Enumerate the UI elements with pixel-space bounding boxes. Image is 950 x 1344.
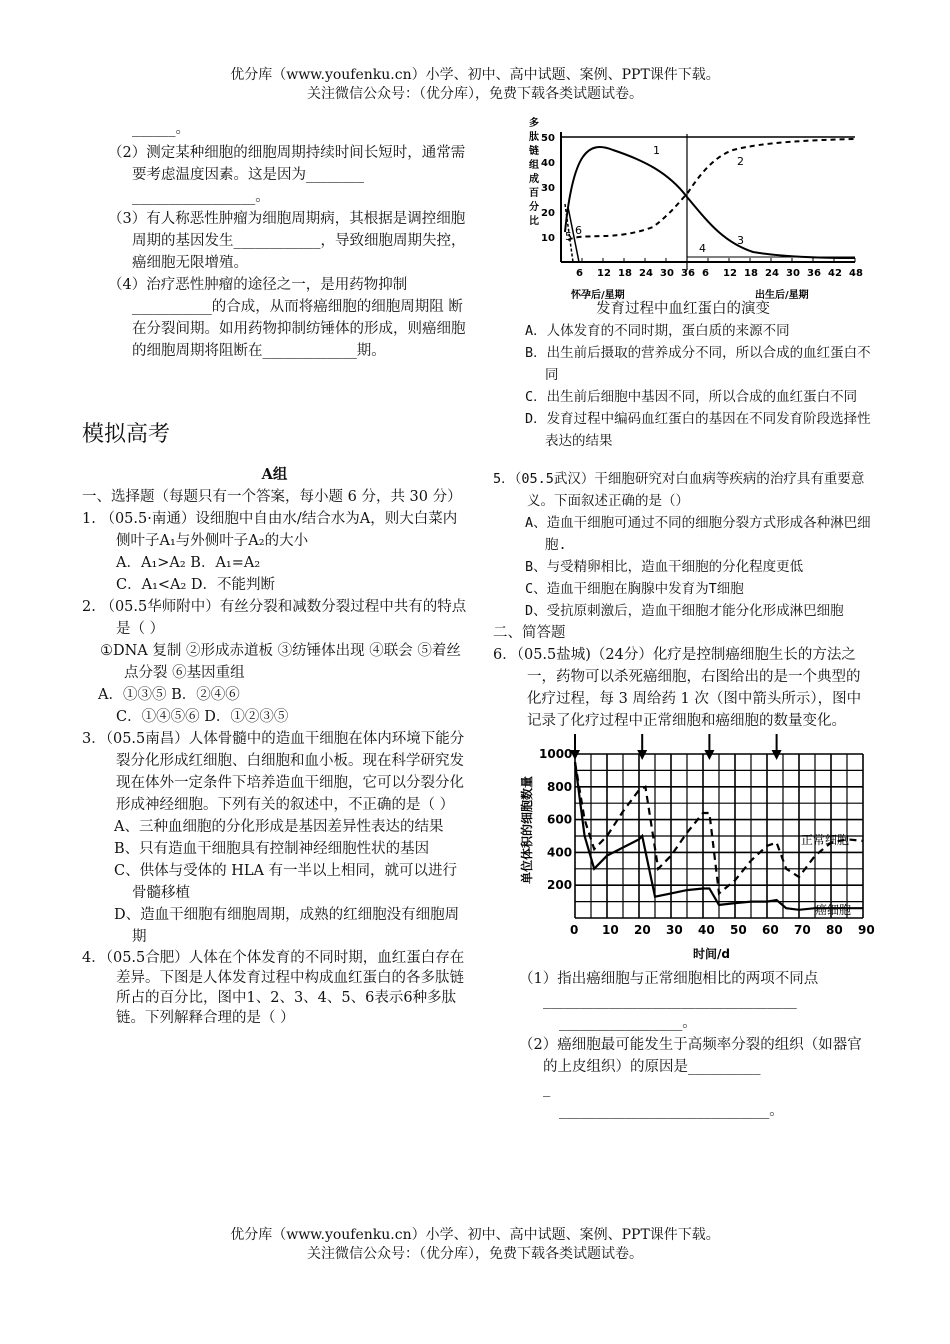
chart2-x-tick: 90	[858, 923, 875, 937]
q5-option-c: C、造血干细胞在胸腺中发育为T细胞	[525, 581, 744, 597]
chart2-xlabel: 时间/d	[693, 947, 730, 961]
label-3: 3	[737, 234, 744, 247]
chart1-x-tick: 24	[765, 268, 779, 279]
chart2-dose-arrows	[570, 734, 782, 760]
chart1-x-tick: 36	[807, 268, 821, 279]
question-b2: 2. （05.5华师附中）有丝分裂和减数分裂过程中共有的特点是（ ）	[82, 599, 467, 637]
chart1-x-tick: 12	[723, 268, 737, 279]
chart1-x-tick: 18	[618, 268, 632, 279]
chart2-y-tick: 800	[547, 779, 573, 794]
chart2-y-tick: 400	[547, 845, 573, 860]
header-line-2: 关注微信公众号：（优分库），免费下载各类试题试卷。	[307, 86, 643, 102]
question-6-1-blank: _________________。	[559, 1015, 697, 1031]
blank-line: ______。	[132, 121, 190, 137]
question-b3-option-b: B、只有造血干细胞具有控制神经细胞性状的基因	[114, 841, 430, 857]
chart1-x-tick: 36	[681, 268, 695, 279]
question-4-part: （4）治疗恶性肿瘤的途径之一，是用药物抑制___________的合成，从而将癌细胞的细胞周期阻 断在分裂间期。如用药物抑制纺锤体的形成，则癌细胞的细胞周期将阻断在_____________期。	[108, 277, 466, 359]
chart2-x-tick: 40	[698, 923, 715, 937]
question-6-2: （2）癌细胞最可能发生于高频率分裂的组织（如器官的上皮组织）的原因是__________	[519, 1037, 862, 1075]
chart2-y-tick: 200	[547, 878, 573, 893]
q5-option-d: D、受抗原刺激后，造血干细胞才能分化形成淋巴细胞	[525, 603, 844, 619]
question-b3-option-a: A、三种血细胞的分化形成是基因差异性表达的结果	[114, 819, 444, 835]
hemoglobin-chart	[493, 112, 873, 306]
dose-arrow-head	[704, 750, 714, 760]
right-column	[493, 112, 873, 1122]
question-b2-items: ①DNA 复制 ②形成赤道板 ③纺锤体出现 ④联会 ⑤着丝点分裂 ⑥基因重组	[100, 643, 461, 681]
question-6: 6．（05.5盐城)（24分）化疗是控制癌细胞生长的方法之一，药物可以杀死癌细胞，右图给出的是一个典型的化疗过程，每 3 周给药 1 次（图中箭头所示），图中记录了化疗过程中正常细胞和癌细胞的数量变化。	[493, 647, 862, 729]
y-axis-label: 多	[529, 118, 539, 129]
legend-normal: 正常细胞	[801, 833, 850, 847]
chart1-x-tick: 48	[849, 268, 863, 279]
chart1-x-tick: 30	[786, 268, 800, 279]
chart1-x-tick: 6	[702, 268, 709, 279]
cell-count-chart	[493, 734, 873, 964]
question-3-part: （3）有人称恶性肿瘤为细胞周期病，其根据是调控细胞周期的基因发生____________，导致细胞周期失控，癌细胞无限增殖。	[108, 211, 466, 271]
label-2: 2	[737, 155, 744, 168]
label-5: 5	[565, 230, 572, 243]
chart1-x-tick: 24	[639, 268, 653, 279]
chart1-y-tick: 20	[541, 208, 555, 219]
question-1-options-cd: C．A₁<A₂ D．不能判断	[116, 577, 276, 593]
y-axis-label-8: 比	[529, 216, 539, 227]
q4-option-b: B．出生前后摄取的营养成分不同，所以合成的血红蛋白不同	[525, 345, 871, 383]
chart2-x-tick: 10	[602, 923, 619, 937]
chart1-y-tick: 30	[541, 183, 555, 194]
chart1-y-tick: 50	[541, 133, 555, 144]
chart2-x-tick: 0	[570, 923, 579, 937]
chart2-x-tick: 30	[666, 923, 683, 937]
y-axis-label-2: 肽	[529, 132, 539, 143]
question-b2-options-cd: C．①④⑤⑥ D．①②③⑤	[116, 709, 289, 725]
question-1: 1. （05.5·南通）设细胞中自由水/结合水为A，则大白菜内侧叶子A₁与外侧叶子A₂的大小	[82, 511, 458, 549]
y-axis-label-6: 百	[529, 188, 539, 199]
footer-line-2: 关注微信公众号：（优分库），免费下载各类试题试卷。	[307, 1246, 643, 1262]
page-footer	[0, 1226, 950, 1264]
section-title: 模拟高考	[82, 422, 171, 447]
y-axis-label-5: 成	[529, 174, 539, 185]
left-column	[82, 118, 467, 1028]
question-b3-option-d: D、造血干细胞有细胞周期，成熟的红细胞没有细胞周期	[114, 907, 460, 945]
q4-option-d: D．发育过程中编码血红蛋白的基因在不同发育阶段选择性表达的结果	[525, 411, 871, 449]
chart2-y-tick: 1000	[539, 747, 573, 761]
question-b3-option-c: C、供体与受体的 HLA 有一半以上相同，就可以进行骨髓移植	[114, 863, 458, 901]
y-axis-label-3: 链	[529, 146, 539, 157]
part-2-heading: 二、简答题	[493, 625, 566, 641]
chart1-x-tick: 12	[597, 268, 611, 279]
chart1-y-tick: 10	[541, 233, 555, 244]
question-b3: 3．（05.5南昌）人体骨髓中的造血干细胞在体内环境下能分裂分化形成红细胞、白细胞和血小板。现在科学研究发现在体外一定条件下培养造血干细胞，它可以分裂分化形成神经细胞。下列有关的叙述中，不正确的是（ ）	[82, 731, 465, 813]
label-6: 6	[575, 224, 582, 237]
group-label: A组	[261, 466, 288, 483]
legend-cancer: 癌细胞	[815, 903, 852, 917]
question-2-blank: _________________。	[132, 189, 270, 205]
q5-option-a: A、造血干细胞可通过不同的细胞分裂方式形成各种淋巴细胞.	[525, 515, 871, 553]
chart2-x-tick: 50	[730, 923, 747, 937]
y-axis-label-7: 分	[529, 202, 539, 213]
chart1-x-tick: 30	[660, 268, 674, 279]
question-b4: 4．（05.5合肥）人体在个体发育的不同时期，血红蛋白存在差异。下图是人体发育过程中构成血红蛋白的各多肽链所占的百分比，图中1、2、3、4、5、6表示6种多肽链。下列解释合理的是（ ）	[82, 950, 465, 1026]
chart2-x-tick: 20	[634, 923, 651, 937]
chart2-x-tick: 70	[794, 923, 811, 937]
x-label-before: 怀孕后/星期	[571, 290, 625, 301]
chart2-y-tick: 600	[547, 812, 573, 827]
question-6-2-blank-b: _____________________________。	[559, 1103, 784, 1119]
chart1-caption: 发育过程中血红蛋白的演变	[596, 301, 770, 317]
question-6-2-blank-a: _	[543, 1081, 551, 1097]
question-2-part: （2）测定某种细胞的细胞周期持续时间长短时，通常需要考虑温度因素。这是因为________	[108, 145, 466, 183]
label-4: 4	[699, 242, 706, 255]
part-1-heading: 一、选择题（每题只有一个答案，每小题 6 分，共 30 分）	[82, 489, 462, 505]
chart2-x-tick: 80	[826, 923, 843, 937]
page-header	[0, 66, 950, 104]
label-1: 1	[653, 144, 660, 157]
chart2-x-tick: 60	[762, 923, 779, 937]
chart1-y-tick: 40	[541, 158, 555, 169]
question-5: 5．（05.5武汉）干细胞研究对白血病等疾病的治疗具有重要意义。下面叙述正确的是（）	[493, 471, 865, 509]
q4-option-c: C．出生前后细胞中基因不同，所以合成的血红蛋白不同	[525, 389, 858, 405]
chart1-x-tick: 18	[744, 268, 758, 279]
footer-line-1: 优分库（www.youfenku.cn）小学、初中、高中试题、案例、PPT课件下载。	[230, 1227, 720, 1243]
chart2-ylabel: 单位体积的细胞数量	[520, 775, 534, 884]
question-1-options-ab: A．A₁>A₂ B．A₁=A₂	[116, 555, 261, 571]
q4-option-a: A．人体发育的不同时期，蛋白质的来源不同	[525, 323, 790, 339]
chart1-x-tick: 42	[828, 268, 842, 279]
header-line-1: 优分库（www.youfenku.cn）小学、初中、高中试题、案例、PPT课件下载。	[230, 67, 720, 83]
question-b2-options-ab: A．①③⑤ B．②④⑥	[98, 687, 240, 703]
q5-option-b: B、与受精卵相比，造血干细胞的分化程度更低	[525, 559, 804, 575]
x-label-after: 出生后/星期	[755, 290, 809, 301]
question-6-1: （1）指出癌细胞与正常细胞相比的两项不同点___________________________________	[519, 971, 819, 1009]
chart1-x-tick: 6	[576, 268, 583, 279]
dose-arrow-head	[772, 750, 782, 760]
y-axis-label-4: 组	[529, 160, 539, 171]
